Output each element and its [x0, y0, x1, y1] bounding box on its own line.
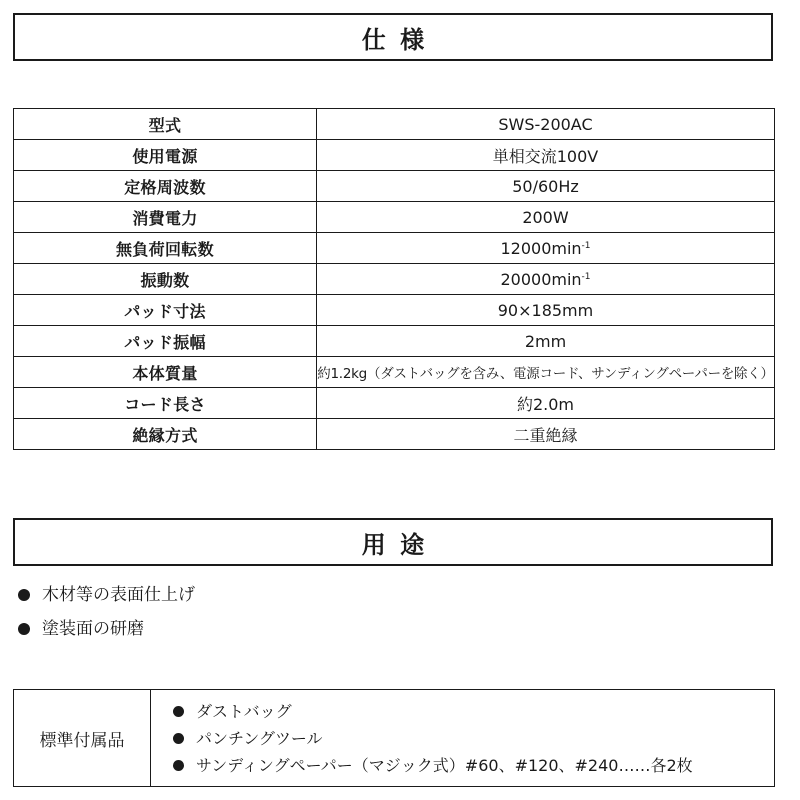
- usage-item-text: 塗装面の研磨: [42, 619, 144, 639]
- spec-value-exponent: -1: [581, 240, 591, 251]
- usage-section-title: 用途: [361, 530, 439, 559]
- bullet-icon: [173, 760, 184, 771]
- usage-list: [18, 578, 195, 646]
- table-row: [14, 140, 775, 171]
- table-row: [14, 295, 775, 326]
- usage-section-header: [13, 518, 773, 566]
- bullet-icon: [18, 623, 30, 635]
- table-row: [14, 388, 775, 419]
- list-item: [173, 698, 693, 725]
- spec-value-no-load-speed: [317, 233, 775, 264]
- spec-label-vibration: 振動数: [14, 264, 317, 295]
- table-row: [14, 326, 775, 357]
- spec-label-frequency: 定格周波数: [14, 171, 317, 202]
- spec-label-model: 型式: [14, 109, 317, 140]
- spec-label-cord-length: コード長さ: [14, 388, 317, 419]
- usage-item-text: 木材等の表面仕上げ: [42, 585, 195, 605]
- list-item: [173, 725, 693, 752]
- table-row: [14, 419, 775, 450]
- table-row: [14, 357, 775, 388]
- table-row: [14, 171, 775, 202]
- accessory-item-text: ダストバッグ: [196, 702, 292, 721]
- spec-value-text: 20000min: [500, 269, 582, 289]
- spec-value-model: SWS-200AC: [317, 109, 775, 140]
- spec-value-cord-length: 約2.0m: [317, 388, 775, 419]
- table-row: [14, 264, 775, 295]
- accessory-item-text: サンディングペーパー（マジック式）#60、#120、#240……各2枚: [196, 756, 693, 775]
- table-row: [14, 233, 775, 264]
- spec-table: [13, 108, 775, 450]
- spec-section-title: 仕様: [361, 25, 439, 54]
- spec-label-pad-amplitude: パッド振幅: [14, 326, 317, 357]
- spec-value-vibration: [317, 264, 775, 295]
- accessories-label: 標準付属品: [14, 690, 151, 786]
- spec-label-weight: 本体質量: [14, 357, 317, 388]
- spec-label-pad-size: パッド寸法: [14, 295, 317, 326]
- spec-value-weight: 約1.2kg（ダストバッグを含み、電源コード、サンディングペーパーを除く）: [317, 357, 775, 388]
- spec-label-no-load-speed: 無負荷回転数: [14, 233, 317, 264]
- accessories-list: [151, 690, 693, 786]
- spec-value-pad-size: 90×185mm: [317, 295, 775, 326]
- accessories-box: [13, 689, 775, 787]
- spec-label-power-source: 使用電源: [14, 140, 317, 171]
- spec-label-power-consumption: 消費電力: [14, 202, 317, 233]
- spec-value-insulation: 二重絶縁: [317, 419, 775, 450]
- spec-value-exponent: -1: [581, 271, 591, 282]
- bullet-icon: [173, 733, 184, 744]
- bullet-icon: [173, 706, 184, 717]
- spec-value-power-source: 単相交流100V: [317, 140, 775, 171]
- accessory-item-text: パンチングツール: [196, 729, 323, 748]
- table-row: [14, 109, 775, 140]
- table-row: [14, 202, 775, 233]
- list-item: [173, 752, 693, 779]
- list-item: [18, 612, 195, 646]
- spec-section-header: [13, 13, 773, 61]
- spec-value-power-consumption: 200W: [317, 202, 775, 233]
- spec-label-insulation: 絶縁方式: [14, 419, 317, 450]
- spec-value-frequency: 50/60Hz: [317, 171, 775, 202]
- spec-value-text: 12000min: [500, 238, 582, 258]
- spec-value-pad-amplitude: 2mm: [317, 326, 775, 357]
- list-item: [18, 578, 195, 612]
- bullet-icon: [18, 589, 30, 601]
